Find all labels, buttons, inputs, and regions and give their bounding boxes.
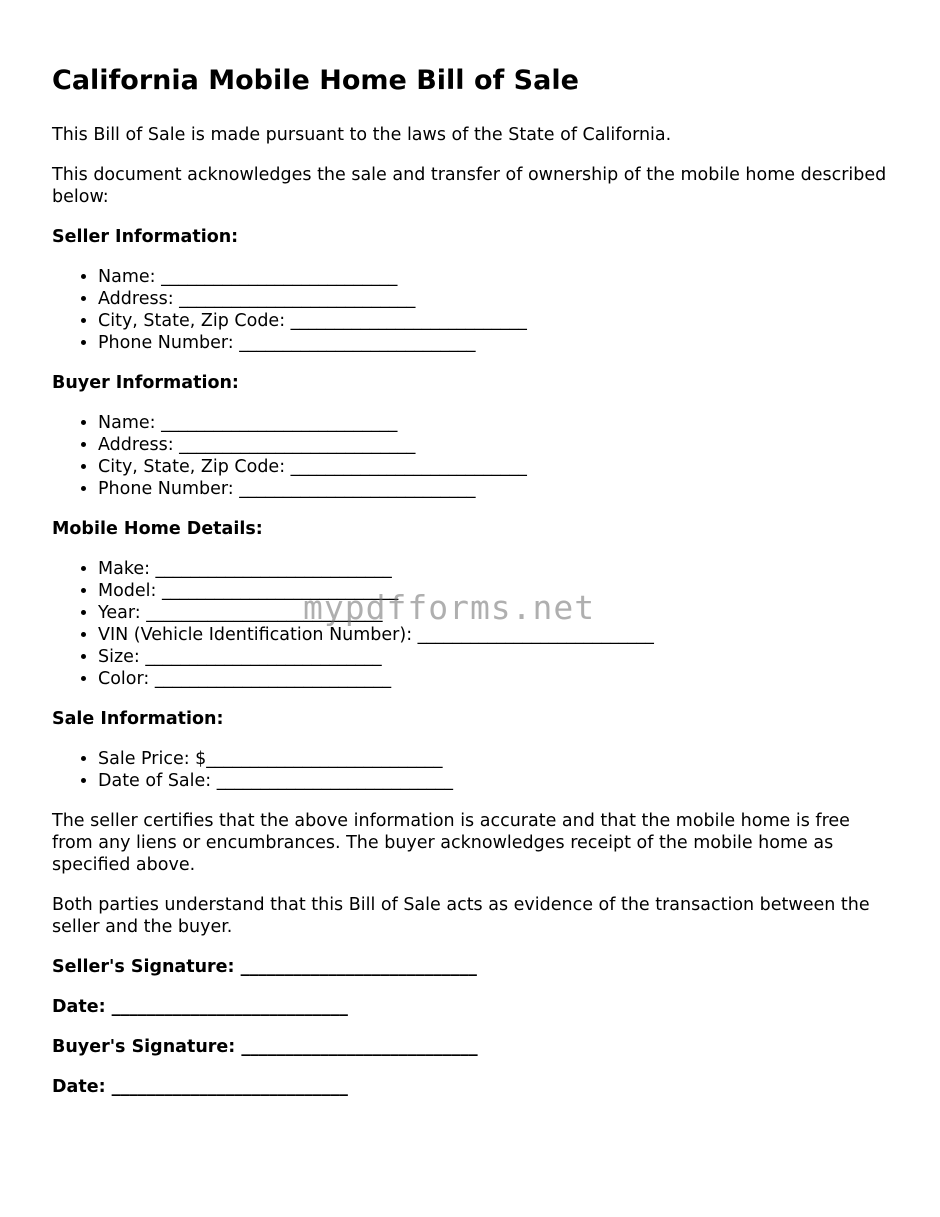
seller-address-field: • Address: ___________________________	[98, 288, 892, 310]
closing-paragraph-2: Both parties understand that this Bill of Sale acts as evidence of the transaction between the seller and the buyer.	[52, 895, 870, 937]
sale-heading: Sale Information:	[52, 709, 224, 729]
closing-paragraph-1: The seller certifies that the above information is accurate and that the mobile home is free from any liens or encumbrances. The buyer acknowledges receipt of the mobile home as specified above.	[52, 811, 850, 875]
seller-list	[52, 266, 892, 354]
intro-paragraph-1: This Bill of Sale is made pursuant to the laws of the State of California.	[52, 125, 672, 145]
home-year-field: • Year: ___________________________	[98, 602, 892, 624]
buyer-address-field: • Address: ___________________________	[98, 434, 892, 456]
buyer-phone-field: • Phone Number: ___________________________	[98, 478, 892, 500]
seller-city-state-zip-field: • City, State, Zip Code: ___________________________	[98, 310, 892, 332]
sale-list	[52, 748, 892, 792]
buyer-date-line: Date: ___________________________	[52, 1077, 348, 1097]
home-vin-field: • VIN (Vehicle Identification Number): ___________________________	[98, 624, 892, 646]
document-title: California Mobile Home Bill of Sale	[52, 65, 579, 96]
home-color-field: • Color: ___________________________	[98, 668, 892, 690]
seller-date-line: Date: ___________________________	[52, 997, 348, 1017]
home-make-field: • Make: ___________________________	[98, 558, 892, 580]
buyer-heading: Buyer Information:	[52, 373, 239, 393]
home-size-field: • Size: ___________________________	[98, 646, 892, 668]
seller-signature-line: Seller's Signature: ___________________________	[52, 957, 477, 977]
buyer-signature-line: Buyer's Signature: ___________________________	[52, 1037, 478, 1057]
intro-paragraph-2: This document acknowledges the sale and transfer of ownership of the mobile home described below:	[52, 165, 887, 207]
seller-heading: Seller Information:	[52, 227, 239, 247]
sale-price-field: • Sale Price: $___________________________	[98, 748, 892, 770]
buyer-city-state-zip-field: • City, State, Zip Code: ___________________________	[98, 456, 892, 478]
buyer-name-field: • Name: ___________________________	[98, 412, 892, 434]
home-model-field: • Model: ___________________________	[98, 580, 892, 602]
buyer-list	[52, 412, 892, 500]
sale-date-field: • Date of Sale: ___________________________	[98, 770, 892, 792]
document-page	[52, 62, 892, 1116]
home-heading: Mobile Home Details:	[52, 519, 263, 539]
seller-name-field: • Name: ___________________________	[98, 266, 892, 288]
watermark: mypdfforms.net	[303, 588, 596, 627]
seller-phone-field: • Phone Number: ___________________________	[98, 332, 892, 354]
home-list	[52, 558, 892, 690]
